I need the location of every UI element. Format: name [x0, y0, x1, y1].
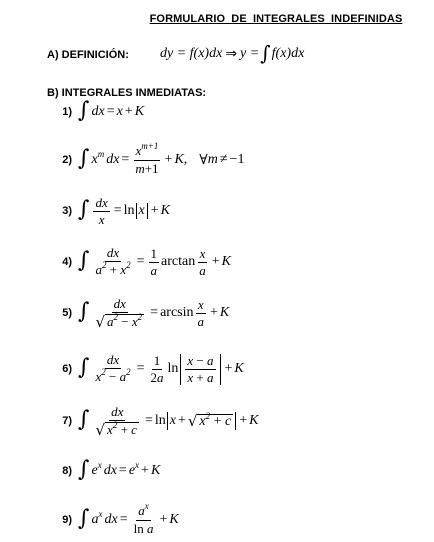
- formula-number: 5): [62, 307, 72, 319]
- formula-number: 2): [62, 154, 72, 166]
- formula-7: ∫ dx √ $x^2 + c$ = ln x + √ $x^2 + c$ + K: [78, 403, 259, 439]
- formula-4: ∫ $\frac{dx}{a^2 + x^2}$ = $\frac{1}{a}$ arctan $\frac{x}{a}$ + K: [78, 245, 231, 278]
- constant-k: K: [221, 254, 231, 269]
- formula-3: ∫ $\frac{dx}{x}$ = ln x + K: [78, 194, 171, 227]
- formula-number: 1): [62, 106, 72, 118]
- formula-row-6: [0, 349, 244, 389]
- formula-row-5: [0, 293, 229, 333]
- formula-8: ∫ $e^x$ dx = $e^x$ + K: [78, 457, 161, 482]
- definition-formula: [160, 41, 305, 65]
- formula-6: ∫ $\frac{dx}{x^2 - a^2}$ = $\frac{1}{2a}$ ln $\frac{x - a}{x + a}$ + K: [78, 352, 244, 385]
- integral-sign: ∫: [78, 98, 90, 123]
- page-title: FORMULARIO DE INTEGRALES INDEFINIDAS: [149, 13, 403, 25]
- definition-left: dy = f(x)dx: [160, 46, 223, 61]
- constant-k: K: [249, 413, 259, 428]
- integral-sign: ∫: [78, 299, 90, 324]
- formula-row-3: [0, 191, 170, 231]
- constant-k: K: [174, 152, 184, 167]
- integral-sign: ∫: [78, 197, 90, 222]
- constant-k: K: [219, 305, 230, 320]
- formula-row-7: [0, 401, 259, 441]
- formula-row-9: [0, 500, 179, 540]
- formula-2: ∫ $x^m$ dx = $\frac{x^{m+1}}{m+1}$ + K , ∀ m ≠ −1: [78, 141, 245, 176]
- formula-number: 4): [62, 256, 72, 268]
- formula-5: ∫ dx √ $a^2 - x^2$ = arcsin $\frac{x}{a}$ + K: [78, 295, 230, 331]
- formula-1: ∫ dx = x + K: [78, 98, 145, 123]
- implies-arrow: ⇒: [225, 46, 238, 62]
- constant-k: K: [169, 512, 179, 527]
- formula-row-8: [0, 451, 160, 491]
- constant-k: K: [234, 361, 244, 376]
- integral-sign: ∫: [260, 41, 271, 65]
- section-a-label: A) DEFINICIÓN:: [47, 49, 129, 61]
- formula-number: 6): [62, 363, 72, 375]
- constant-k: K: [134, 104, 145, 119]
- formula-row-2: [0, 140, 244, 180]
- definition-right-2: f(x)dx: [271, 46, 305, 61]
- integral-sign: ∫: [78, 506, 90, 531]
- definition-right-1: y =: [240, 46, 260, 61]
- formula-number: 7): [62, 415, 72, 427]
- formula-row-1: [0, 92, 144, 132]
- integral-sign: ∫: [78, 146, 90, 171]
- formula-number: 8): [62, 465, 72, 477]
- formula-9: ∫ $a^x$ dx = $\frac{a^x}{\text{ln a}}$ + K: [78, 501, 179, 536]
- integral-sign: ∫: [78, 248, 90, 273]
- integral-sign: ∫: [78, 355, 90, 380]
- section-b-label: B) INTEGRALES INMEDIATAS:: [47, 87, 207, 99]
- formula-row-4: [0, 242, 231, 282]
- integral-sign: ∫: [78, 457, 90, 482]
- integral-sign: ∫: [78, 407, 90, 432]
- formula-number: 3): [62, 205, 72, 217]
- formula-number: 9): [62, 514, 72, 526]
- constant-k: K: [160, 203, 171, 218]
- constant-k: K: [150, 463, 161, 478]
